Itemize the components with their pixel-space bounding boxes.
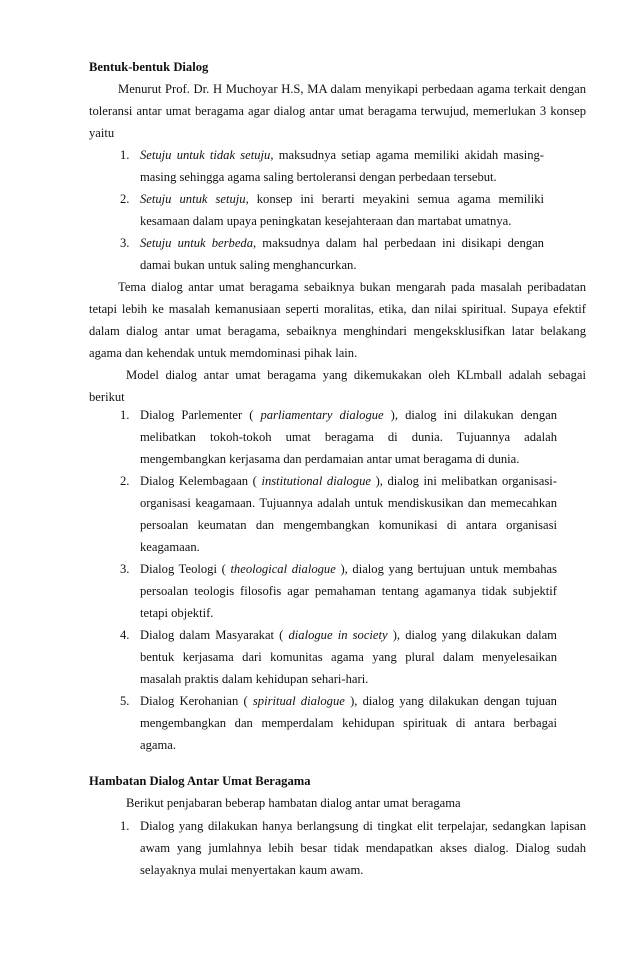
concept-list <box>120 144 544 276</box>
concept-description: , maksudnya setiap agama memiliki akidah masing-masing sehingga agama saling bertoleransi dengan perbedaan tersebut. <box>140 148 544 184</box>
concept-term: Setuju untuk setuju <box>140 192 246 206</box>
intro-paragraph <box>89 78 586 144</box>
hambatan-list <box>120 815 586 881</box>
model-intro-text: Model dialog antar umat beragama yang dikemukakan oleh KLmball adalah sebagai berikut <box>89 368 586 404</box>
concept-term: Setuju untuk tidak setuju <box>140 148 271 162</box>
section-heading-hambatan: Hambatan Dialog Antar Umat Beragama <box>89 774 311 788</box>
model-item-5: 5. Dialog Kerohanian ( spiritual dialogue ), dialog yang dilakukan dengan tujuan mengembangkan dan memperdalam kehidupan spirituak di antara berbagai agama. <box>120 690 557 756</box>
theme-paragraph <box>89 276 586 364</box>
section-heading-bentuk: Bentuk-bentuk Dialog <box>89 60 209 74</box>
theme-text: Tema dialog antar umat beragama sebaiknya bukan mengarah pada masalah peribadatan tetapi lebih ke masalah kemanusiaan seperti moralitas, etika, dan nilai spiritual. Supaya efektif dalam dialog antar umat beragama, sebaiknya menghindari mengeksklusifkan latar belakang agama dan kehendak untuk memdominasi pihak lain. <box>89 280 586 360</box>
concept-description: , konsep ini berarti meyakini semua agama memiliki kesamaan dalam upaya peningkatan kesejahteraan dan martabat umatnya. <box>140 192 544 228</box>
model-item-1: 1. Dialog Parlementer ( parliamentary dialogue ), dialog ini dilakukan dengan melibatkan tokoh-tokoh umat beragama di dunia. Tujuannya adalah mengembangkan kerjasama dan perdamaian antar umat beragama di dunia. <box>120 404 557 470</box>
hambatan-intro-paragraph <box>126 792 586 814</box>
model-term: dialogue in society <box>288 628 388 642</box>
concept-number: 3. <box>120 236 130 250</box>
concept-term: Setuju untuk berbeda <box>140 236 254 250</box>
concept-number: 2. <box>120 192 130 206</box>
intro-text: Menurut Prof. Dr. H Muchoyar H.S, MA dalam menyikapi perbedaan agama terkait dengan toleransi antar umat beragama agar dialog antar umat beragama terwujud, memerlukan 3 konsep yaitu <box>89 82 586 140</box>
model-term: theological dialogue <box>230 562 336 576</box>
hambatan-item-1 <box>120 815 586 881</box>
hambatan-text: Dialog yang dilakukan hanya berlangsung di tingkat elit terpelajar, sedangkan lapisan awam yang jumlahnya lebih besar tidak mendapatkan akses dialog. Dialog sudah selayaknya mulai menyertakan kaum awam. <box>140 819 586 877</box>
model-list <box>120 404 557 756</box>
model-number: 2. <box>120 474 130 488</box>
model-item-3: 3. Dialog Teologi ( theological dialogue ), dialog yang bertujuan untuk membahas persoalan teologis filosofis agar pemahaman tentang agamanya tidak subjektif tetapi objektif. <box>120 558 557 624</box>
model-intro-paragraph <box>89 364 586 408</box>
concept-item-2 <box>120 188 544 232</box>
model-item-4: 4. Dialog dalam Masyarakat ( dialogue in society ), dialog yang dilakukan dalam bentuk kerjasama dari komunitas agama yang plural dalam menyelesaikan masalah praktis dalam kehidupan sehari-hari. <box>120 624 557 690</box>
model-term: institutional dialogue <box>261 474 371 488</box>
concept-description: , maksudnya dalam hal perbedaan ini disikapi dengan damai bukan untuk saling menghancurkan. <box>140 236 544 272</box>
model-term: spiritual dialogue <box>252 694 345 708</box>
concept-item-3 <box>120 232 544 276</box>
concept-item-1 <box>120 144 544 188</box>
model-number: 3. <box>120 562 130 576</box>
hambatan-number: 1. <box>120 819 130 833</box>
model-number: 1. <box>120 408 130 422</box>
model-item-2: 2. Dialog Kelembagaan ( institutional dialogue ), dialog ini melibatkan organisasi-organisasi keagamaan. Tujuannya adalah untuk mendiskusikan dan memecahkan persoalan keumatan dan mengembangkan komunikasi di antara organisasi keagamaan. <box>120 470 557 558</box>
model-number: 4. <box>120 628 130 642</box>
model-term: parliamentary dialogue <box>260 408 384 422</box>
model-number: 5. <box>120 694 130 708</box>
hambatan-intro-text: Berikut penjabaran beberap hambatan dialog antar umat beragama <box>126 796 461 810</box>
concept-number: 1. <box>120 148 130 162</box>
